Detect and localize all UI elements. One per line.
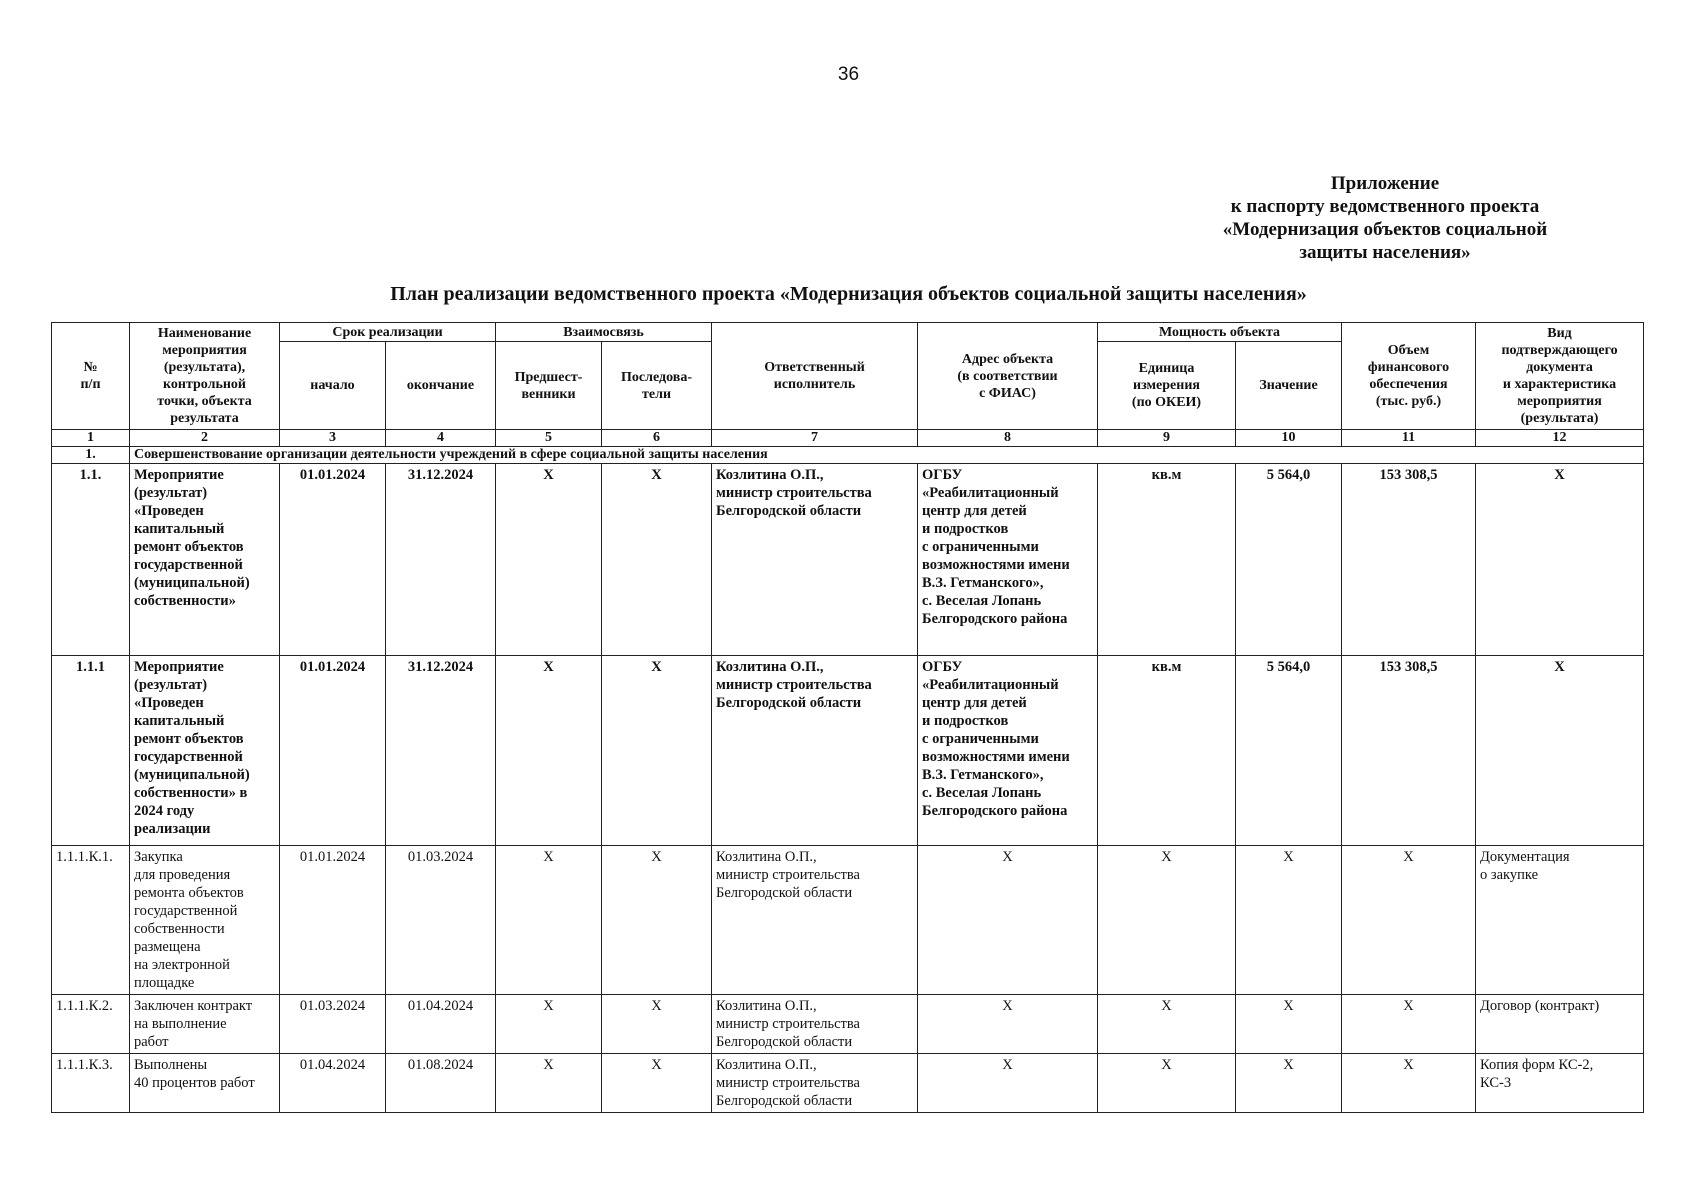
row-volume: 153 308,5 bbox=[1342, 656, 1476, 846]
row-name: Мероприятие (результат) «Проведен капитальный ремонт объектов государственной (муниципальной) собственности» bbox=[130, 464, 280, 656]
row-end: 31.12.2024 bbox=[386, 656, 496, 846]
row-address: X bbox=[918, 846, 1098, 995]
row-document: Документация о закупке bbox=[1476, 846, 1644, 995]
row-unit: кв.м bbox=[1098, 464, 1236, 656]
row-unit: X bbox=[1098, 1054, 1236, 1113]
column-number: 5 bbox=[496, 430, 602, 447]
header-row bbox=[52, 323, 1644, 342]
section-title: Совершенствование организации деятельности учреждений в сфере социальной защиты населения bbox=[130, 447, 1644, 464]
row-start: 01.04.2024 bbox=[280, 1054, 386, 1113]
header-volume: Объем финансового обеспечения (тыс. руб.) bbox=[1342, 323, 1476, 430]
header-start: начало bbox=[280, 342, 386, 430]
row-predecessors: X bbox=[496, 464, 602, 656]
table-row bbox=[52, 995, 1644, 1054]
header-end: окончание bbox=[386, 342, 496, 430]
appendix-line: Приложение bbox=[1330, 173, 1440, 194]
row-end: 01.04.2024 bbox=[386, 995, 496, 1054]
row-unit: X bbox=[1098, 995, 1236, 1054]
table-row bbox=[52, 656, 1644, 846]
appendix-line: защиты населения» bbox=[1299, 242, 1471, 263]
row-num: 1.1.1.К.3. bbox=[52, 1054, 130, 1113]
row-responsible: Козлитина О.П., министр строительства Белгородской области bbox=[712, 464, 918, 656]
row-predecessors: X bbox=[496, 1054, 602, 1113]
row-address: X bbox=[918, 1054, 1098, 1113]
header-responsible: Ответственный исполнитель bbox=[712, 323, 918, 430]
table-row bbox=[52, 464, 1644, 656]
row-name: Закупка для проведения ремонта объектов государственной собственности размещена на электронной площадке bbox=[130, 846, 280, 995]
row-responsible: Козлитина О.П., министр строительства Белгородской области bbox=[712, 846, 918, 995]
table-row bbox=[52, 846, 1644, 995]
page-number: 36 bbox=[837, 64, 860, 85]
row-end: 31.12.2024 bbox=[386, 464, 496, 656]
row-document: Договор (контракт) bbox=[1476, 995, 1644, 1054]
row-volume: X bbox=[1342, 995, 1476, 1054]
header-term-group: Срок реализации bbox=[280, 323, 496, 342]
row-start: 01.01.2024 bbox=[280, 656, 386, 846]
column-number: 12 bbox=[1476, 430, 1644, 447]
column-number: 8 bbox=[918, 430, 1098, 447]
column-numbers-row bbox=[52, 430, 1644, 447]
row-predecessors: X bbox=[496, 995, 602, 1054]
row-successors: X bbox=[602, 1054, 712, 1113]
row-value: X bbox=[1236, 995, 1342, 1054]
row-num: 1.1.1.К.1. bbox=[52, 846, 130, 995]
section-num: 1. bbox=[52, 447, 130, 464]
header-link-group: Взаимосвязь bbox=[496, 323, 712, 342]
row-responsible: Козлитина О.П., министр строительства Белгородской области bbox=[712, 995, 918, 1054]
header-address: Адрес объекта (в соответствии с ФИАС) bbox=[918, 323, 1098, 430]
header-value: Значение bbox=[1236, 342, 1342, 430]
row-responsible: Козлитина О.П., министр строительства Белгородской области bbox=[712, 1054, 918, 1113]
row-value: 5 564,0 bbox=[1236, 656, 1342, 846]
row-predecessors: X bbox=[496, 846, 602, 995]
row-predecessors: X bbox=[496, 656, 602, 846]
column-number: 7 bbox=[712, 430, 918, 447]
section-row bbox=[52, 447, 1644, 464]
row-successors: X bbox=[602, 846, 712, 995]
row-end: 01.03.2024 bbox=[386, 846, 496, 995]
row-document: X bbox=[1476, 464, 1644, 656]
row-unit: кв.м bbox=[1098, 656, 1236, 846]
header-document: Вид подтверждающего документа и характеристика мероприятия (результата) bbox=[1476, 323, 1644, 430]
header-name: Наименование мероприятия (результата), контрольной точки, объекта результата bbox=[130, 323, 280, 430]
header-num: № п/п bbox=[52, 323, 130, 430]
appendix-line: «Модернизация объектов социальной bbox=[1222, 219, 1548, 240]
row-successors: X bbox=[602, 656, 712, 846]
row-successors: X bbox=[602, 464, 712, 656]
row-address: ОГБУ «Реабилитационный центр для детей и подростков с ограниченными возможностями имени В.З. Гетманского», с. Веселая Лопань Белгородского района bbox=[918, 656, 1098, 846]
header-predecessors: Предшест- венники bbox=[496, 342, 602, 430]
column-number: 11 bbox=[1342, 430, 1476, 447]
row-successors: X bbox=[602, 995, 712, 1054]
row-num: 1.1.1 bbox=[52, 656, 130, 846]
column-number: 9 bbox=[1098, 430, 1236, 447]
row-document: Копия форм КС-2, КС-3 bbox=[1476, 1054, 1644, 1113]
column-number: 10 bbox=[1236, 430, 1342, 447]
row-value: X bbox=[1236, 846, 1342, 995]
row-start: 01.03.2024 bbox=[280, 995, 386, 1054]
document-title: План реализации ведомственного проекта «Модернизация объектов социальной защиты населения» bbox=[390, 283, 1307, 305]
column-number: 2 bbox=[130, 430, 280, 447]
row-address: ОГБУ «Реабилитационный центр для детей и подростков с ограниченными возможностями имени В.З. Гетманского», с. Веселая Лопань Белгородского района bbox=[918, 464, 1098, 656]
header-successors: Последова- тели bbox=[602, 342, 712, 430]
appendix-block bbox=[1195, 172, 1575, 264]
column-number: 4 bbox=[386, 430, 496, 447]
row-document: X bbox=[1476, 656, 1644, 846]
table-row bbox=[52, 1054, 1644, 1113]
column-number: 3 bbox=[280, 430, 386, 447]
row-name: Мероприятие (результат) «Проведен капитальный ремонт объектов государственной (муниципальной) собственности» в 2024 году реализации bbox=[130, 656, 280, 846]
row-end: 01.08.2024 bbox=[386, 1054, 496, 1113]
row-start: 01.01.2024 bbox=[280, 464, 386, 656]
row-volume: X bbox=[1342, 1054, 1476, 1113]
row-num: 1.1.1.К.2. bbox=[52, 995, 130, 1054]
row-value: X bbox=[1236, 1054, 1342, 1113]
row-unit: X bbox=[1098, 846, 1236, 995]
row-volume: 153 308,5 bbox=[1342, 464, 1476, 656]
column-number: 6 bbox=[602, 430, 712, 447]
row-num: 1.1. bbox=[52, 464, 130, 656]
header-unit: Единица измерения (по ОКЕИ) bbox=[1098, 342, 1236, 430]
row-responsible: Козлитина О.П., министр строительства Белгородской области bbox=[712, 656, 918, 846]
row-name: Заключен контракт на выполнение работ bbox=[130, 995, 280, 1054]
row-volume: X bbox=[1342, 846, 1476, 995]
header-power-group: Мощность объекта bbox=[1098, 323, 1342, 342]
row-name: Выполнены 40 процентов работ bbox=[130, 1054, 280, 1113]
row-start: 01.01.2024 bbox=[280, 846, 386, 995]
row-address: X bbox=[918, 995, 1098, 1054]
column-number: 1 bbox=[52, 430, 130, 447]
row-value: 5 564,0 bbox=[1236, 464, 1342, 656]
plan-table bbox=[51, 322, 1644, 1113]
appendix-line: к паспорту ведомственного проекта bbox=[1230, 196, 1540, 217]
